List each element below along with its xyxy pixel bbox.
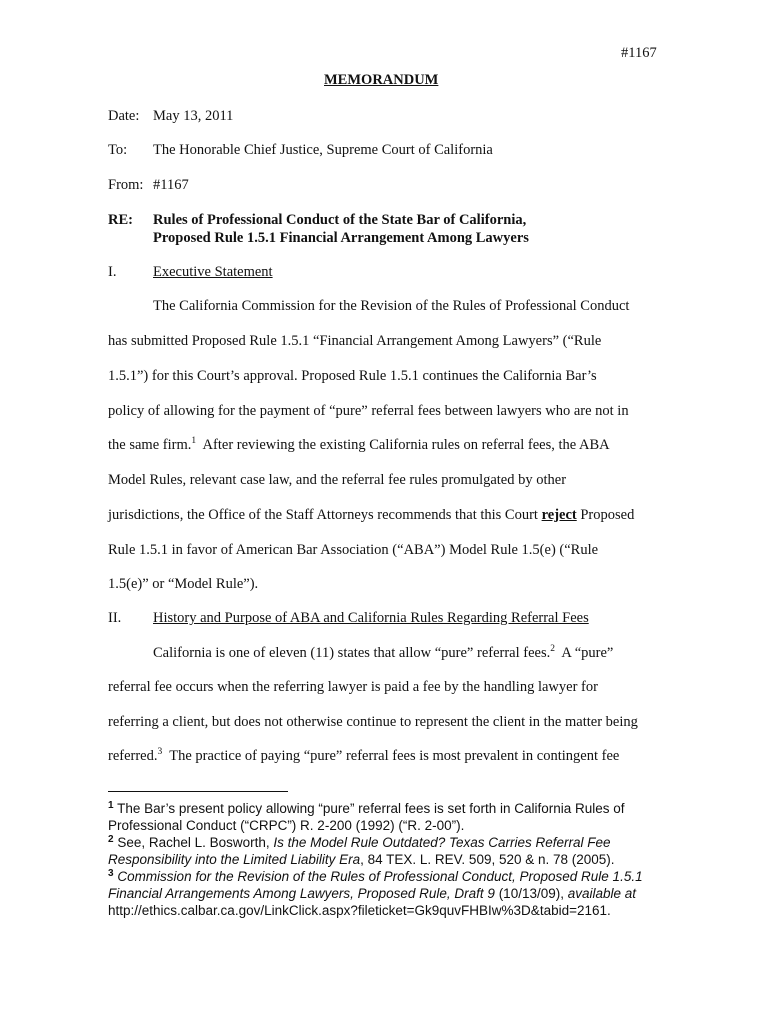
line-text: The practice of paying “pure” referral fees is most prevalent in contingent fee: [162, 748, 620, 764]
section-1-number: I.: [108, 264, 117, 280]
footnote-number: 2: [108, 834, 114, 845]
line-text: Proposed: [576, 507, 635, 523]
date-value: May 13, 2011: [153, 108, 234, 124]
section-1-line: 1.5(e)” or “Model Rule”).: [108, 576, 259, 592]
footnote-text: , 84 TEX. L. REV. 509, 520 & n. 78 (2005).: [360, 852, 615, 867]
section-1-line: [108, 507, 634, 524]
section-2-number: II.: [108, 610, 122, 626]
section-1-line: Rule 1.5.1 in favor of American Bar Association (“ABA”) Model Rule 1.5(e) (“Rule: [108, 542, 599, 558]
section-2-line: [153, 645, 613, 662]
re-line-1: Rules of Professional Conduct of the State Bar of California,: [153, 212, 527, 228]
date-label: Date:: [108, 108, 140, 124]
line-text: A “pure”: [554, 645, 614, 661]
section-2-line: referral fee occurs when the referring lawyer is paid a fee by the handling lawyer for: [108, 679, 598, 695]
section-1-line: Model Rules, relevant case law, and the referral fee rules promulgated by other: [108, 472, 567, 488]
footnote-number: 1: [108, 800, 114, 811]
footnote-ref-1[interactable]: 1: [191, 436, 197, 446]
footnote-2: [108, 835, 611, 850]
footnote-separator: [108, 791, 288, 792]
footnote-italic: Financial Arrangements Among Lawyers, Proposed Rule, Draft 9: [108, 886, 495, 901]
footnote-text: The Bar’s present policy allowing “pure” referral fees is set forth in California Rules of: [113, 801, 625, 816]
footnote-ref-3[interactable]: 3: [157, 747, 163, 757]
footnote-3: [108, 869, 643, 884]
line-text: referred.: [108, 748, 158, 764]
footnote-text: (10/13/09),: [494, 886, 568, 901]
re-label: RE:: [108, 212, 133, 228]
footnote-2-cont: [108, 852, 615, 867]
reject-emphasis: reject: [541, 507, 577, 523]
footnote-italic: Responsibility into the Limited Liability Era: [108, 852, 361, 867]
footnote-1: [108, 801, 625, 816]
footnote-ref-2[interactable]: 2: [550, 644, 555, 654]
section-1-line: has submitted Proposed Rule 1.5.1 “Financial Arrangement Among Lawyers” (“Rule: [108, 333, 602, 349]
footnote-italic: Commission for the Revision of the Rules of Professional Conduct, Proposed Rule 1.5.1: [113, 869, 643, 884]
footnote-3-cont: [108, 886, 636, 901]
footnote-1-cont: Professional Conduct (“CRPC”) R. 2-200 (1992) (“R. 2-00”).: [108, 818, 465, 833]
footnote-italic: available at: [567, 886, 637, 901]
footnote-italic: Is the Model Rule Outdated? Texas Carries Referral Fee: [273, 835, 611, 850]
section-1-heading: Executive Statement: [153, 264, 273, 280]
section-1-line: [108, 437, 610, 454]
section-1-line: The California Commission for the Revision of the Rules of Professional Conduct: [153, 298, 630, 314]
memo-title: MEMORANDUM: [324, 72, 439, 88]
line-text: the same firm.: [108, 437, 192, 453]
line-text: California is one of eleven (11) states that allow “pure” referral fees.: [153, 645, 551, 661]
document-number: #1167: [621, 45, 657, 61]
section-1-line: policy of allowing for the payment of “pure” referral fees between lawyers who are not in: [108, 403, 629, 419]
section-1-line: 1.5.1”) for this Court’s approval. Proposed Rule 1.5.1 continues the California Bar’s: [108, 368, 597, 384]
to-value: The Honorable Chief Justice, Supreme Court of California: [153, 142, 493, 158]
section-2-heading: History and Purpose of ABA and California Rules Regarding Referral Fees: [153, 610, 589, 626]
section-2-line: [108, 748, 619, 765]
footnote-3-url[interactable]: http://ethics.calbar.ca.gov/LinkClick.aspx?fileticket=Gk9quvFHBIw%3D&tabid=2161.: [108, 903, 611, 918]
from-label: From:: [108, 177, 144, 193]
re-line-2: Proposed Rule 1.5.1 Financial Arrangement Among Lawyers: [153, 230, 529, 246]
footnote-text: See, Rachel L. Bosworth,: [113, 835, 274, 850]
line-text: jurisdictions, the Office of the Staff Attorneys recommends that this Court: [108, 507, 542, 523]
section-2-line: referring a client, but does not otherwise continue to represent the client in the matter being: [108, 714, 638, 730]
to-label: To:: [108, 142, 128, 158]
from-value: #1167: [153, 177, 189, 193]
footnote-number: 3: [108, 868, 114, 879]
line-text: After reviewing the existing California rules on referral fees, the ABA: [196, 437, 610, 453]
